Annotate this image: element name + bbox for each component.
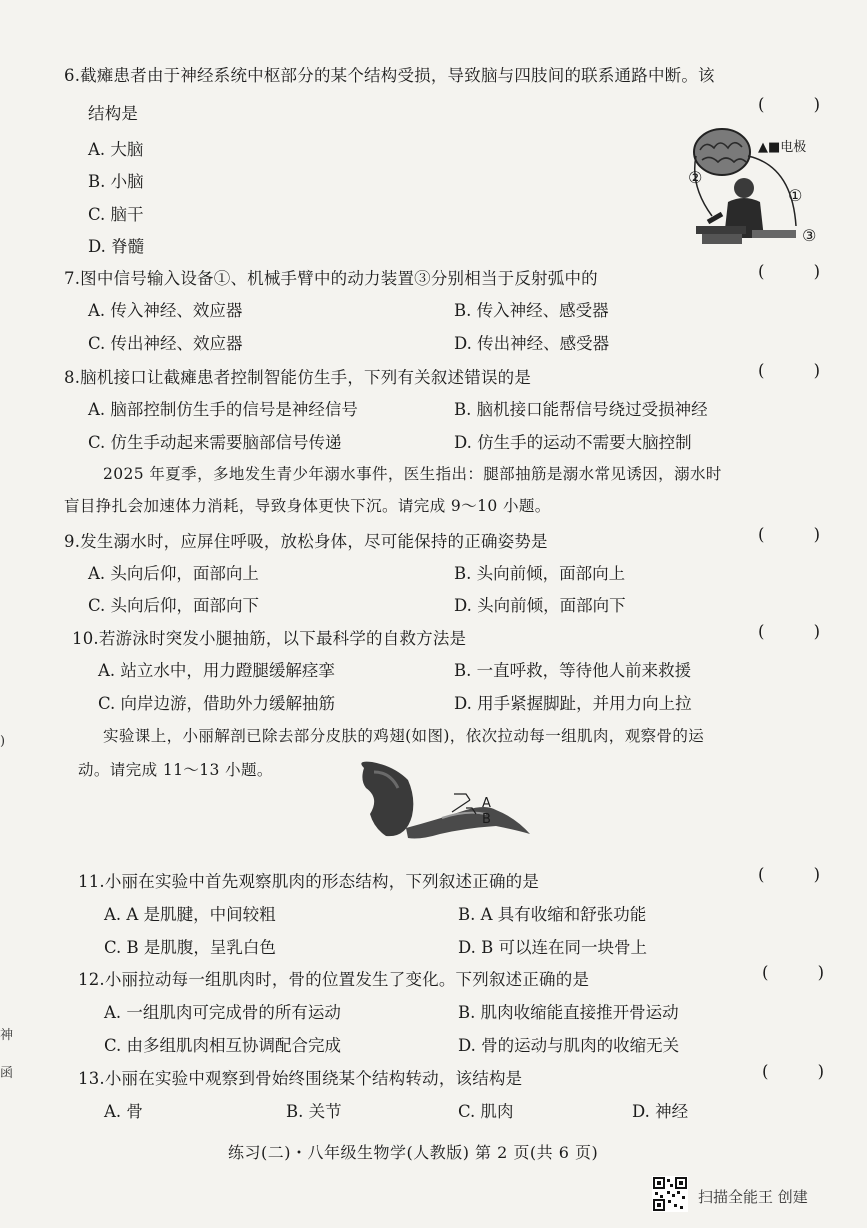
- figure-label-2: ②: [688, 168, 703, 187]
- q10-option-b: B. 一直呼救，等待他人前来救援: [454, 661, 692, 680]
- q12-option-d: D. 骨的运动与肌肉的收缩无关: [458, 1036, 680, 1055]
- q13-option-a: A. 骨: [104, 1102, 143, 1121]
- q6-option-d: D. 脊髓: [88, 237, 145, 256]
- q8-option-b: B. 脑机接口能帮信号绕过受损神经: [454, 400, 708, 419]
- q12-option-b: B. 肌肉收缩能直接推开骨运动: [458, 1003, 679, 1022]
- q7-option-a: A. 传入神经、效应器: [88, 301, 243, 320]
- q10-stem: 10.若游泳时突发小腿抽筋，以下最科学的自救方法是: [72, 629, 467, 648]
- q6-option-b: B. 小脑: [88, 172, 144, 191]
- q12-option-a: A. 一组肌肉可完成骨的所有运动: [104, 1003, 341, 1022]
- q11-option-b: B. A 具有收缩和舒张功能: [458, 905, 647, 924]
- passage-drowning-line2: 盲目挣扎会加速体力消耗，导致身体更快下沉。请完成 9～10 小题。: [64, 497, 551, 515]
- wing-label-a: A: [482, 796, 491, 811]
- q13-answer-paren: ( ): [762, 1062, 847, 1081]
- q10-answer-paren: ( ): [758, 622, 843, 641]
- q9-option-c: C. 头向后仰，面部向下: [88, 596, 260, 615]
- q6-option-c: C. 脑干: [88, 205, 144, 224]
- q9-option-b: B. 头向前倾，面部向上: [454, 564, 626, 583]
- figure-label-1: ①: [788, 186, 803, 205]
- q9-answer-paren: ( ): [758, 525, 843, 544]
- electrode-legend: ▲■电极: [758, 140, 807, 155]
- q7-option-c: C. 传出神经、效应器: [88, 334, 243, 353]
- margin-mark-paren: ): [0, 734, 6, 749]
- chicken-wing-illustration: [346, 758, 532, 844]
- q13-option-d: D. 神经: [632, 1102, 689, 1121]
- q11-option-d: D. B 可以连在同一块骨上: [458, 938, 648, 957]
- qr-code-graphic: [652, 1176, 688, 1212]
- q13-option-c: C. 肌肉: [458, 1102, 514, 1121]
- q13-option-b: B. 关节: [286, 1102, 342, 1121]
- q13-stem: 13.小丽在实验中观察到骨始终围绕某个结构转动，该结构是: [78, 1069, 523, 1088]
- q8-answer-paren: ( ): [758, 361, 843, 380]
- q8-stem: 8.脑机接口让截瘫患者控制智能仿生手，下列有关叙述错误的是: [64, 368, 532, 387]
- q7-option-d: D. 传出神经、感受器: [454, 334, 610, 353]
- passage-wing-line2: 动。请完成 11～13 小题。: [78, 761, 273, 779]
- q8-option-d: D. 仿生手的运动不需要大脑控制: [454, 433, 692, 452]
- q11-answer-paren: ( ): [758, 865, 843, 884]
- qr-code-icon: [652, 1176, 688, 1212]
- q11-stem: 11.小丽在实验中首先观察肌肉的形态结构，下列叙述正确的是: [78, 872, 540, 891]
- q11-option-c: C. B 是肌腹，呈乳白色: [104, 938, 276, 957]
- q9-option-d: D. 头向前倾，面部向下: [454, 596, 626, 615]
- figure-label-3: ③: [802, 226, 817, 245]
- margin-mark-shen: 神: [0, 1028, 14, 1043]
- page-footer: 练习(二)・八年级生物学(人教版) 第 2 页(共 6 页): [228, 1143, 599, 1162]
- margin-mark-han: 函: [0, 1066, 14, 1081]
- q9-option-a: A. 头向后仰，面部向上: [88, 564, 259, 583]
- q11-option-a: A. A 是肌腱，中间较粗: [104, 905, 276, 924]
- wing-label-b: B: [482, 812, 491, 827]
- chicken-wing-figure: [346, 758, 532, 844]
- q10-option-a: A. 站立水中，用力蹬腿缓解痉挛: [98, 661, 335, 680]
- q12-option-c: C. 由多组肌肉相互协调配合完成: [104, 1036, 342, 1055]
- q12-stem: 12.小丽拉动每一组肌肉时，骨的位置发生了变化。下列叙述正确的是: [78, 970, 590, 989]
- scanner-watermark: 扫描全能王 创建: [698, 1188, 808, 1206]
- q6-stem-cont: 结构是: [88, 104, 139, 123]
- passage-drowning-line1: 2025 年夏季，多地发生青少年溺水事件，医生指出：腿部抽筋是溺水常见诱因，溺水时: [103, 465, 722, 483]
- q10-option-c: C. 向岸边游，借助外力缓解抽筋: [98, 694, 336, 713]
- q6-answer-paren: ( ): [758, 95, 843, 114]
- q7-answer-paren: ( ): [758, 262, 843, 281]
- q6-stem: 6.截瘫患者由于神经系统中枢部分的某个结构受损，导致脑与四肢间的联系通路中断。该: [64, 66, 715, 85]
- q8-option-c: C. 仿生手动起来需要脑部信号传递: [88, 433, 342, 452]
- q10-option-d: D. 用手紧握脚趾，并用力向上拉: [454, 694, 692, 713]
- passage-wing-line1: 实验课上，小丽解剖已除去部分皮肤的鸡翅(如图)，依次拉动每一组肌肉，观察骨的运: [103, 727, 705, 745]
- q7-stem: 7.图中信号输入设备①、机械手臂中的动力装置③分别相当于反射弧中的: [64, 269, 598, 288]
- q9-stem: 9.发生溺水时，应屏住呼吸，放松身体，尽可能保持的正确姿势是: [64, 532, 548, 551]
- q7-option-b: B. 传入神经、感受器: [454, 301, 609, 320]
- q8-option-a: A. 脑部控制仿生手的信号是神经信号: [88, 400, 358, 419]
- q12-answer-paren: ( ): [762, 963, 847, 982]
- q6-option-a: A. 大脑: [88, 140, 144, 159]
